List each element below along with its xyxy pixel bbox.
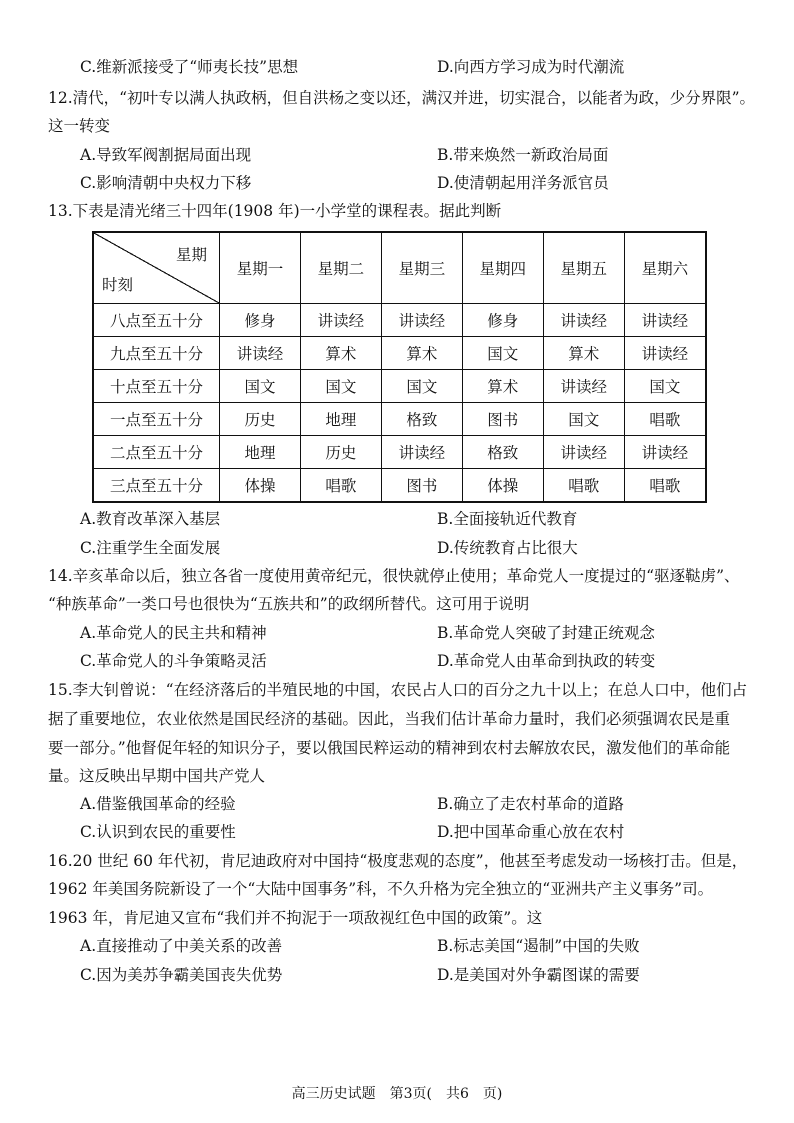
- corner-time-label: 时刻: [102, 276, 134, 294]
- corner-weekday-label: 星期: [175, 246, 207, 264]
- subject-cell: 国文: [462, 337, 543, 370]
- q15-option-d: D.把中国革命重心放在农村: [437, 823, 625, 841]
- day-header: 星期二: [300, 232, 381, 304]
- subject-cell: 修身: [220, 304, 301, 337]
- q12-option-c: C.影响清朝中央权力下移: [80, 174, 252, 192]
- subject-cell: 唱歌: [543, 469, 624, 503]
- q13-option-b: B.全面接轨近代教育: [437, 510, 578, 528]
- subject-cell: 唱歌: [624, 469, 706, 503]
- day-header: 星期一: [220, 232, 301, 304]
- subject-cell: 国文: [624, 370, 706, 403]
- subject-cell: 讲读经: [543, 370, 624, 403]
- q15-option-b: B.确立了走农村革命的道路: [437, 795, 624, 813]
- subject-cell: 讲读经: [220, 337, 301, 370]
- page-footer: 高三历史试题 第3页( 共6 页): [291, 1086, 503, 1102]
- subject-cell: 地理: [300, 403, 381, 436]
- subject-cell: 格致: [462, 436, 543, 469]
- table-row: [93, 337, 706, 370]
- time-cell: 三点至五十分: [93, 469, 220, 503]
- subject-cell: 讲读经: [381, 436, 462, 469]
- subject-cell: 地理: [220, 436, 301, 469]
- q15-stem-line2: 据了重要地位，农业依然是国民经济的基础。因此，当我们估计革命力量时，我们必须强调农民是重: [48, 710, 731, 728]
- q15-stem-line1: 15.李大钊曾说：“在经济落后的半殖民地的中国，农民占人口的百分之九十以上；在总人口中，他们占: [48, 681, 748, 699]
- subject-cell: 算术: [381, 337, 462, 370]
- subject-cell: 算术: [462, 370, 543, 403]
- q12-option-b: B.带来焕然一新政治局面: [437, 146, 609, 164]
- q16-stem-line2: 1962 年美国务院新设了一个“大陆中国事务”科，不久升格为完全独立的“亚洲共产主义事务”司。: [48, 880, 714, 898]
- q15-option-c: C.认识到农民的重要性: [80, 823, 236, 841]
- q12-option-a: A.导致军阀割据局面出现: [80, 146, 252, 164]
- subject-cell: 讲读经: [300, 304, 381, 337]
- subject-cell: 算术: [543, 337, 624, 370]
- subject-cell: 图书: [381, 469, 462, 503]
- q11-option-d: D.向西方学习成为时代潮流: [437, 58, 625, 76]
- q14-option-a: A.革命党人的民主共和精神: [80, 624, 267, 642]
- q13-option-d: D.传统教育占比很大: [437, 539, 578, 557]
- course-schedule-table: [92, 231, 707, 503]
- q16-option-b: B.标志美国“遏制”中国的失败: [437, 937, 640, 955]
- time-cell: 九点至五十分: [93, 337, 220, 370]
- subject-cell: 讲读经: [381, 304, 462, 337]
- subject-cell: 国文: [543, 403, 624, 436]
- table-row: [93, 469, 706, 503]
- q15-stem-line4: 量。这反映出早期中国共产党人: [48, 767, 266, 785]
- table-corner-cell: [93, 232, 220, 304]
- q14-option-d: D.革命党人由革命到执政的转变: [437, 652, 656, 670]
- table-row: [93, 403, 706, 436]
- subject-cell: 体操: [462, 469, 543, 503]
- q15-stem-line3: 要一部分。”他督促年轻的知识分子，要以俄国民粹运动的精神到农村去解放农民，激发他们的革命能: [48, 739, 731, 757]
- q14-stem-line2: “种族革命”一类口号也很快为“五族共和”的政纲所替代。这可用于说明: [48, 595, 530, 613]
- subject-cell: 唱歌: [624, 403, 706, 436]
- q13-option-c: C.注重学生全面发展: [80, 539, 221, 557]
- day-header: 星期六: [624, 232, 706, 304]
- subject-cell: 算术: [300, 337, 381, 370]
- subject-cell: 国文: [220, 370, 301, 403]
- q15-option-a: A.借鉴俄国革命的经验: [80, 795, 236, 813]
- day-header: 星期三: [381, 232, 462, 304]
- subject-cell: 唱歌: [300, 469, 381, 503]
- subject-cell: 讲读经: [543, 304, 624, 337]
- subject-cell: 讲读经: [543, 436, 624, 469]
- q16-option-d: D.是美国对外争霸图谋的需要: [437, 966, 640, 984]
- subject-cell: 修身: [462, 304, 543, 337]
- time-cell: 八点至五十分: [93, 304, 220, 337]
- q13-stem: 13.下表是清光绪三十四年(1908 年)一小学堂的课程表。据此判断: [48, 202, 502, 220]
- subject-cell: 格致: [381, 403, 462, 436]
- q11-option-c: C.维新派接受了“师夷长技”思想: [80, 58, 299, 76]
- table-row: [93, 370, 706, 403]
- q12-stem-line1: 12.清代，“初叶专以满人执政柄，但自洪杨之变以还，满汉并进，切实混合，以能者为政，少分界限”。: [48, 89, 756, 107]
- subject-cell: 体操: [220, 469, 301, 503]
- q16-option-a: A.直接推动了中美关系的改善: [80, 937, 283, 955]
- q14-stem-line1: 14.辛亥革命以后，独立各省一度使用黄帝纪元，很快就停止使用；革命党人一度提过的“驱逐鞑虏”、: [48, 567, 740, 585]
- subject-cell: 国文: [300, 370, 381, 403]
- subject-cell: 讲读经: [624, 337, 706, 370]
- q16-stem-line1: 16.20 世纪 60 年代初，肯尼迪政府对中国持“极度悲观的态度”，他甚至考虑发动一场核打击。但是，: [48, 852, 748, 870]
- q14-option-c: C.革命党人的斗争策略灵活: [80, 652, 267, 670]
- subject-cell: 讲读经: [624, 304, 706, 337]
- subject-cell: 历史: [300, 436, 381, 469]
- subject-cell: 国文: [381, 370, 462, 403]
- q14-option-b: B.革命党人突破了封建正统观念: [437, 624, 655, 642]
- time-cell: 二点至五十分: [93, 436, 220, 469]
- q16-stem-line3: 1963 年，肯尼迪又宣布“我们并不拘泥于一项敌视红色中国的政策”。这: [48, 909, 543, 927]
- q12-stem-line2: 这一转变: [48, 117, 111, 135]
- q13-option-a: A.教育改革深入基层: [80, 510, 221, 528]
- time-cell: 一点至五十分: [93, 403, 220, 436]
- table-header-row: [93, 232, 706, 304]
- table-row: [93, 304, 706, 337]
- q16-option-c: C.因为美苏争霸美国丧失优势: [80, 966, 283, 984]
- day-header: 星期五: [543, 232, 624, 304]
- day-header: 星期四: [462, 232, 543, 304]
- subject-cell: 历史: [220, 403, 301, 436]
- subject-cell: 图书: [462, 403, 543, 436]
- subject-cell: 讲读经: [624, 436, 706, 469]
- time-cell: 十点至五十分: [93, 370, 220, 403]
- q12-option-d: D.使清朝起用洋务派官员: [437, 174, 609, 192]
- table-row: [93, 436, 706, 469]
